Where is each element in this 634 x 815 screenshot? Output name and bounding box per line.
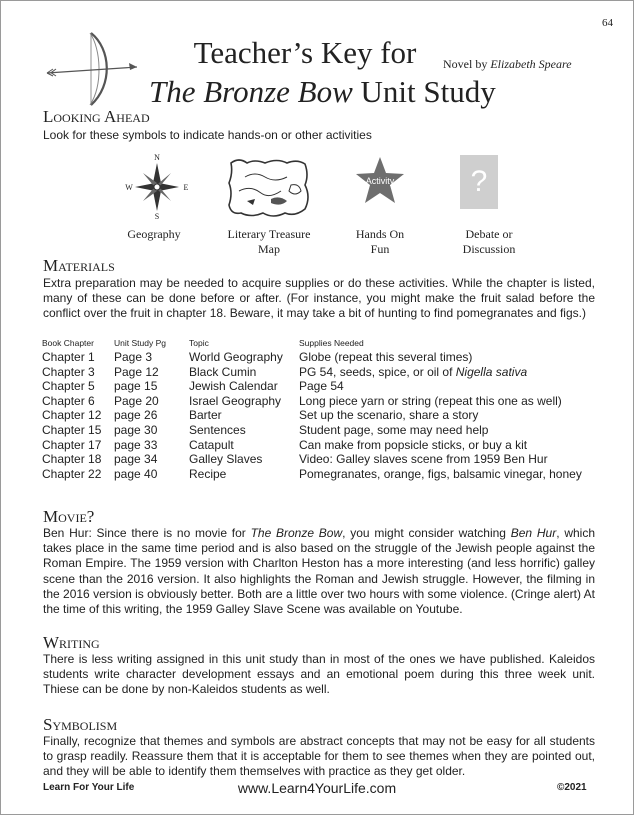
- cell-chapter: Chapter 12: [42, 408, 102, 423]
- table-row: [42, 365, 599, 380]
- page-number: 64: [602, 17, 613, 29]
- cell-chapter: Chapter 6: [42, 393, 95, 408]
- icon-label-debate: Debate or Discussion: [462, 227, 516, 256]
- cell-topic: Recipe: [189, 466, 227, 481]
- footer-website: www.Learn4YourLife.com: [237, 780, 397, 796]
- table-row: [42, 467, 599, 482]
- symbolism-text: Finally, recognize that themes and symbols are abstract concepts that may not be easy for all students to grasp readily. Reassure them that it is acceptable for them to see themes when they are pointed out, and they will be able to identify them themselves with practice as they get older.: [43, 734, 595, 779]
- cell-chapter: Chapter 22: [42, 466, 102, 481]
- cell-page: page 40: [114, 466, 158, 481]
- supplies-table: [42, 337, 599, 481]
- icon-label-hands-on: Hands On Fun: [355, 227, 405, 256]
- cell-supplies: Page 54: [299, 379, 344, 394]
- writing-text: There is less writing assigned in this unit study than in most of the ones we have published. Kaleidos students write character development essays and an emotional poem during this three week unit. Thiese can be done by non-Kaleidos students as well.: [43, 652, 595, 697]
- col-header-book-chapter: Book Chapter: [42, 337, 94, 348]
- cell-supplies: Student page, some may need help: [299, 422, 489, 437]
- activity-star-icon: [354, 155, 406, 205]
- heading-looking-ahead: Looking Ahead: [43, 107, 150, 126]
- table-row: [42, 423, 599, 438]
- cell-supplies: Globe (repeat this several times): [299, 350, 473, 364]
- cell-chapter: Chapter 1: [42, 350, 95, 364]
- cell-page: page 34: [114, 452, 158, 467]
- col-header-topic: Topic: [189, 337, 209, 348]
- cell-topic: Catapult: [189, 437, 234, 452]
- cell-page: Page 20: [114, 393, 159, 408]
- cell-page: page 15: [114, 379, 158, 394]
- treasure-map-icon: [225, 155, 313, 223]
- author-name: Elizabeth Speare: [490, 57, 572, 71]
- table-header-row: [42, 337, 599, 350]
- movie-text: Ben Hur: Since there is no movie for The Bronze Bow, you might consider watching Ben Hur, which takes place in the same time period and is also based on the struggle of the Jewish people against the Roman Empire. The 1959 version with Charlton Heston has a more interesting (and less horrific) galley scene than the 2016 version. It also highlights the Roman and Jewish struggle. However, the filming in the 2016 version is obviously better. Both are a little over two hours with some violence. (Cringe alert) At the time of this writing, the 1959 Galley Slave Scene was available on Youtube.: [43, 526, 596, 617]
- compass-rose-icon: [125, 153, 189, 221]
- cell-chapter: Chapter 5: [42, 379, 95, 394]
- page-title-line1: Teacher’s Key for: [193, 35, 417, 70]
- compass-east-label: E: [183, 183, 189, 192]
- cell-page: Page 3: [114, 350, 153, 364]
- cell-topic: Barter: [189, 408, 222, 423]
- table-row: [42, 408, 599, 423]
- cell-supplies: Can make from popsicle sticks, or buy a kit: [299, 437, 528, 452]
- cell-page: page 30: [114, 422, 158, 437]
- activity-badge-text: Activity: [365, 176, 395, 186]
- heading-materials: Materials: [43, 256, 115, 275]
- cell-supplies: Set up the scenario, share a story: [299, 408, 479, 423]
- cell-supplies: Pomegranates, orange, figs, balsamic vinegar, honey: [299, 466, 582, 481]
- cell-page: page 26: [114, 408, 158, 423]
- footer-copyright: ©2021: [557, 782, 587, 793]
- icon-label-treasure-map: Literary Treasure Map: [227, 227, 311, 256]
- cell-supplies: Long piece yarn or string (repeat this one as well): [299, 393, 562, 408]
- footer-brand: Learn For Your Life: [43, 782, 135, 793]
- looking-ahead-intro: Look for these symbols to indicate hands-on or other activities: [43, 128, 372, 142]
- cell-topic: Sentences: [189, 422, 246, 437]
- cell-topic: World Geography: [189, 350, 283, 364]
- cell-chapter: Chapter 18: [42, 452, 102, 467]
- cell-topic: Jewish Calendar: [189, 379, 278, 394]
- heading-movie: Movie?: [43, 507, 95, 526]
- compass-north-label: N: [154, 153, 160, 162]
- cell-supplies: PG 54, seeds, spice, or oil of Nigella sativa: [299, 364, 528, 379]
- cell-page: Page 12: [114, 364, 159, 379]
- cell-topic: Black Cumin: [189, 364, 257, 379]
- col-header-unit-study-pg: Unit Study Pg: [114, 337, 166, 348]
- compass-south-label: S: [154, 212, 160, 221]
- table-row: [42, 452, 599, 467]
- question-mark-icon: ?: [460, 155, 498, 209]
- cell-topic: Israel Geography: [189, 393, 282, 408]
- table-row: [42, 438, 599, 453]
- materials-text: Extra preparation may be needed to acquire supplies or do these activities. While the chapter is listed, many of these can be done before or after. (For instance, you might make the fruit salad before the conflict over the fruit in chapter 18. Beware, it may take a bit of hunting to find pomegranates and figs.): [43, 276, 595, 321]
- heading-writing: Writing: [43, 633, 100, 652]
- cell-page: page 33: [114, 437, 158, 452]
- page-title-line2: The Bronze Bow Unit Study: [149, 74, 496, 109]
- cell-topic: Galley Slaves: [189, 452, 263, 467]
- compass-west-label: W: [125, 183, 133, 192]
- book-title: The Bronze Bow: [149, 74, 353, 109]
- heading-symbolism: Symbolism: [43, 715, 118, 734]
- cell-supplies: Video: Galley slaves scene from 1959 Ben Hur: [299, 452, 548, 467]
- table-row: [42, 379, 599, 394]
- table-row: [42, 350, 599, 365]
- col-header-supplies: Supplies Needed: [299, 337, 364, 348]
- cell-chapter: Chapter 3: [42, 364, 95, 379]
- cell-chapter: Chapter 17: [42, 437, 102, 452]
- cell-chapter: Chapter 15: [42, 422, 102, 437]
- table-row: [42, 394, 599, 409]
- icon-label-geography: Geography: [127, 227, 181, 241]
- novel-by: Novel by Elizabeth Speare: [443, 57, 572, 71]
